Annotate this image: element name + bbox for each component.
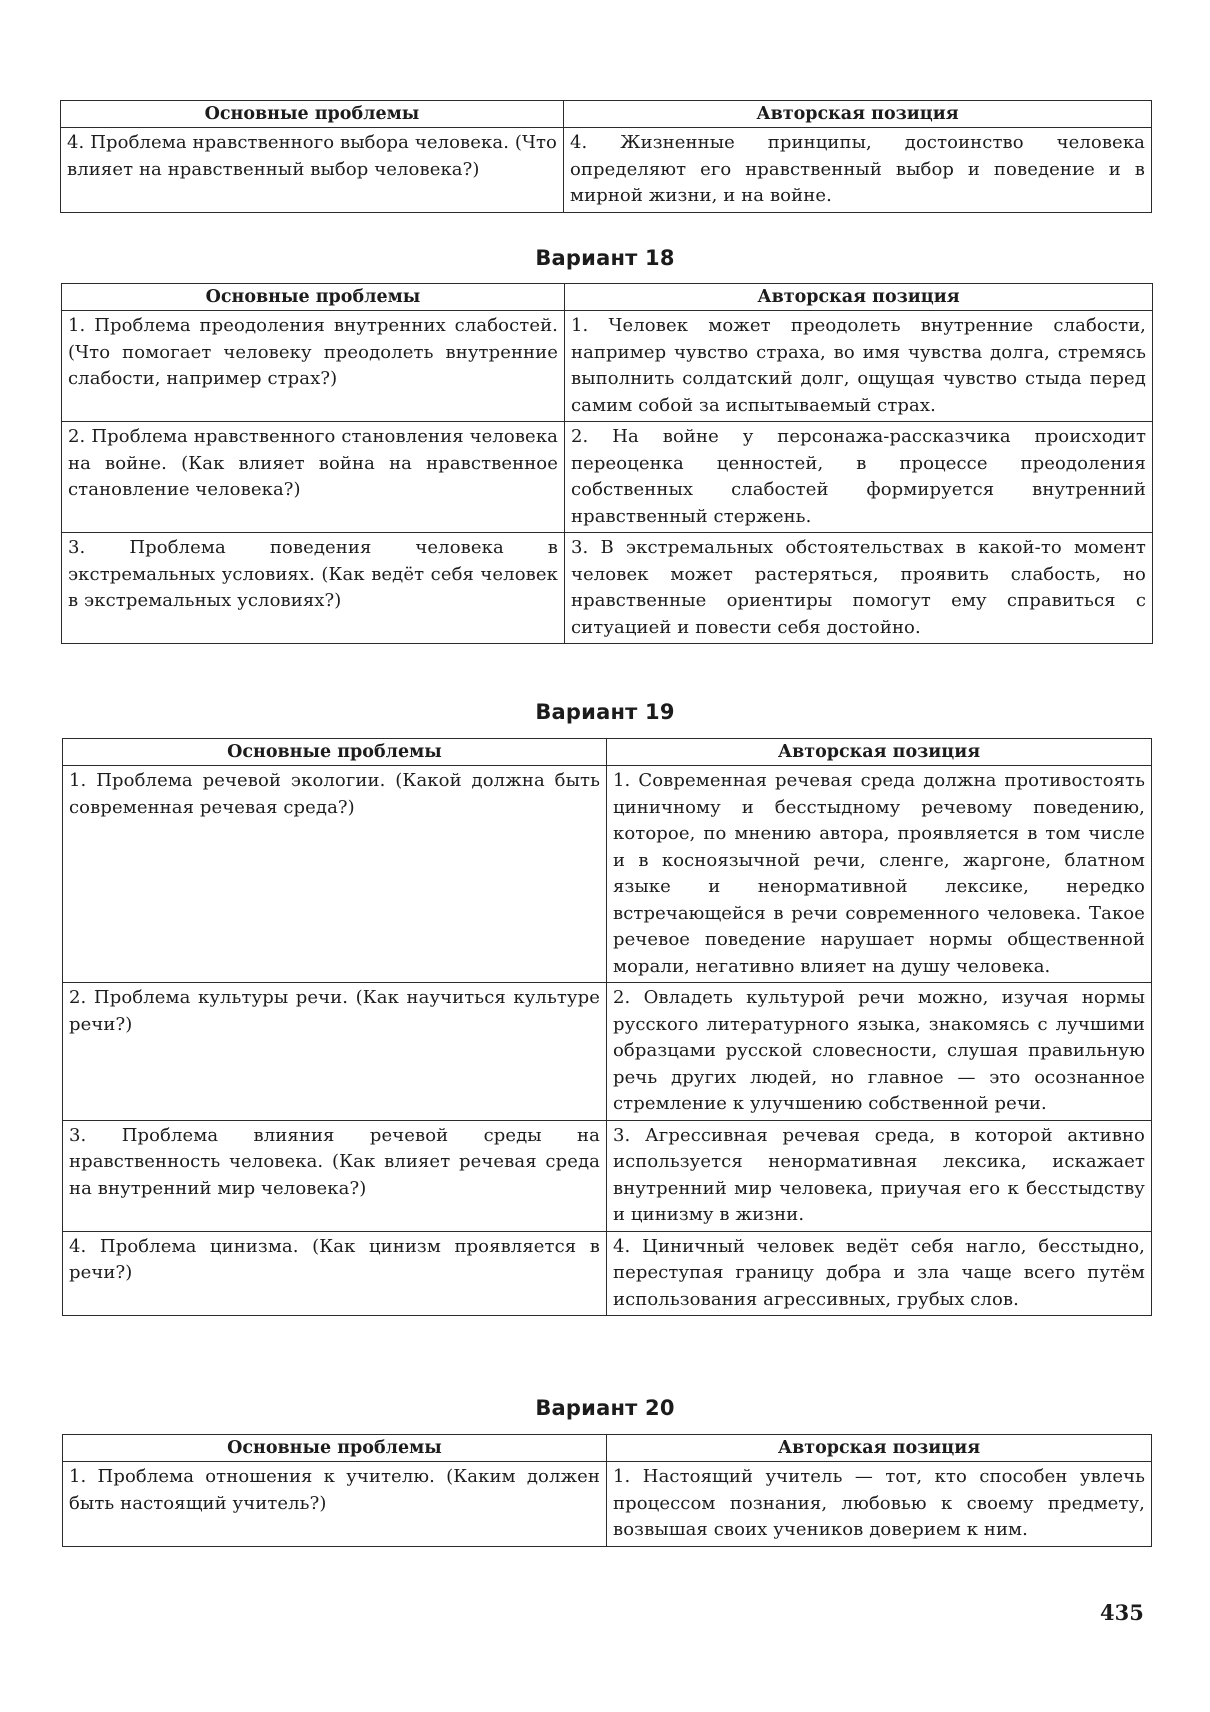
problem-cell: 2. Проблема культуры речи. (Как научиться культуре речи?) [63,983,607,1121]
problem-cell: 1. Проблема отношения к учителю. (Каким должен быть настоящий учитель?) [63,1462,607,1547]
position-cell: 3. В экстремальных обстоятельствах в какой-то момент человек может растеряться, проявить слабость, но нравственные ориентиры помогут ему справиться с ситуацией и повести себя достойно. [565,533,1153,644]
table-continuation [60,100,1152,213]
table-row [63,1120,1152,1231]
problem-cell: 1. Проблема преодоления внутренних слабостей. (Что помогает человеку преодолеть внутренние слабости, например страх?) [62,311,565,422]
problem-cell: 4. Проблема нравственного выбора человека. (Что влияет на нравственный выбор человека?) [61,128,564,213]
column-header-problems: Основные проблемы [62,284,565,311]
table-header-row [63,1435,1152,1462]
table-row [63,1462,1152,1547]
table-header-row [62,284,1153,311]
column-header-position: Авторская позиция [607,1435,1152,1462]
position-cell: 4. Циничный человек ведёт себя нагло, бесстыдно, переступая границу добра и зла чаще всего путём использования агрессивных, грубых слов. [607,1231,1152,1316]
position-cell: 2. Овладеть культурой речи можно, изучая нормы русского литературного языка, знакомясь с лучшими образцами русской словесности, слушая правильную речь других людей, но главное — это осознанное стремление к улучшению собственной речи. [607,983,1152,1121]
table-row [62,311,1153,422]
variant-19-heading: Вариант 19 [535,700,675,724]
table-row [63,983,1152,1121]
problem-cell: 3. Проблема влияния речевой среды на нравственность человека. (Как влияет речевая среда на внутренний мир человека?) [63,1120,607,1231]
table-variant-19 [62,738,1152,1316]
position-cell: 2. На войне у персонажа-рассказчика происходит переоценка ценностей, в процессе преодоления собственных слабостей формируется внутренний нравственный стержень. [565,422,1153,533]
problem-cell: 4. Проблема цинизма. (Как цинизм проявляется в речи?) [63,1231,607,1316]
column-header-problems: Основные проблемы [63,739,607,766]
position-cell: 1. Настоящий учитель — тот, кто способен увлечь процессом познания, любовью к своему предмету, возвышая своих учеников доверием к ним. [607,1462,1152,1547]
column-header-position: Авторская позиция [565,284,1153,311]
table-variant-18 [61,283,1153,644]
position-cell: 1. Человек может преодолеть внутренние слабости, например чувство страха, во имя чувства долга, стремясь выполнить солдатский долг, ощущая чувство стыда перед самим собой за испытываемый страх. [565,311,1153,422]
column-header-problems: Основные проблемы [61,101,564,128]
variant-18-heading: Вариант 18 [535,246,675,270]
column-header-position: Авторская позиция [607,739,1152,766]
table-header-row [61,101,1152,128]
column-header-problems: Основные проблемы [63,1435,607,1462]
problem-cell: 1. Проблема речевой экологии. (Какой должна быть современная речевая среда?) [63,766,607,983]
table-row [63,1231,1152,1316]
variant-20-heading: Вариант 20 [535,1396,675,1420]
table-variant-20 [62,1434,1152,1547]
position-cell: 1. Современная речевая среда должна противостоять циничному и бесстыдному речевому поведению, которое, по мнению автора, проявляется в том числе и в косноязычной речи, сленге, жаргоне, блатном языке и ненормативной лексике, нередко встречающейся в речи современного человека. Такое речевое поведение нарушает нормы общественной морали, негативно влияет на душу человека. [607,766,1152,983]
table-row [62,422,1153,533]
table-row [62,533,1153,644]
table-row [61,128,1152,213]
problem-cell: 2. Проблема нравственного становления человека на войне. (Как влияет война на нравственное становление человека?) [62,422,565,533]
table-header-row [63,739,1152,766]
table-row [63,766,1152,983]
position-cell: 4. Жизненные принципы, достоинство человека определяют его нравственный выбор и поведение и в мирной жизни, и на войне. [564,128,1152,213]
position-cell: 3. Агрессивная речевая среда, в которой активно используется ненормативная лексика, искажает внутренний мир человека, приучая его к бесстыдству и цинизму в жизни. [607,1120,1152,1231]
page-number: 435 [1100,1600,1144,1625]
column-header-position: Авторская позиция [564,101,1152,128]
problem-cell: 3. Проблема поведения человека в экстремальных условиях. (Как ведёт себя человек в экстремальных условиях?) [62,533,565,644]
